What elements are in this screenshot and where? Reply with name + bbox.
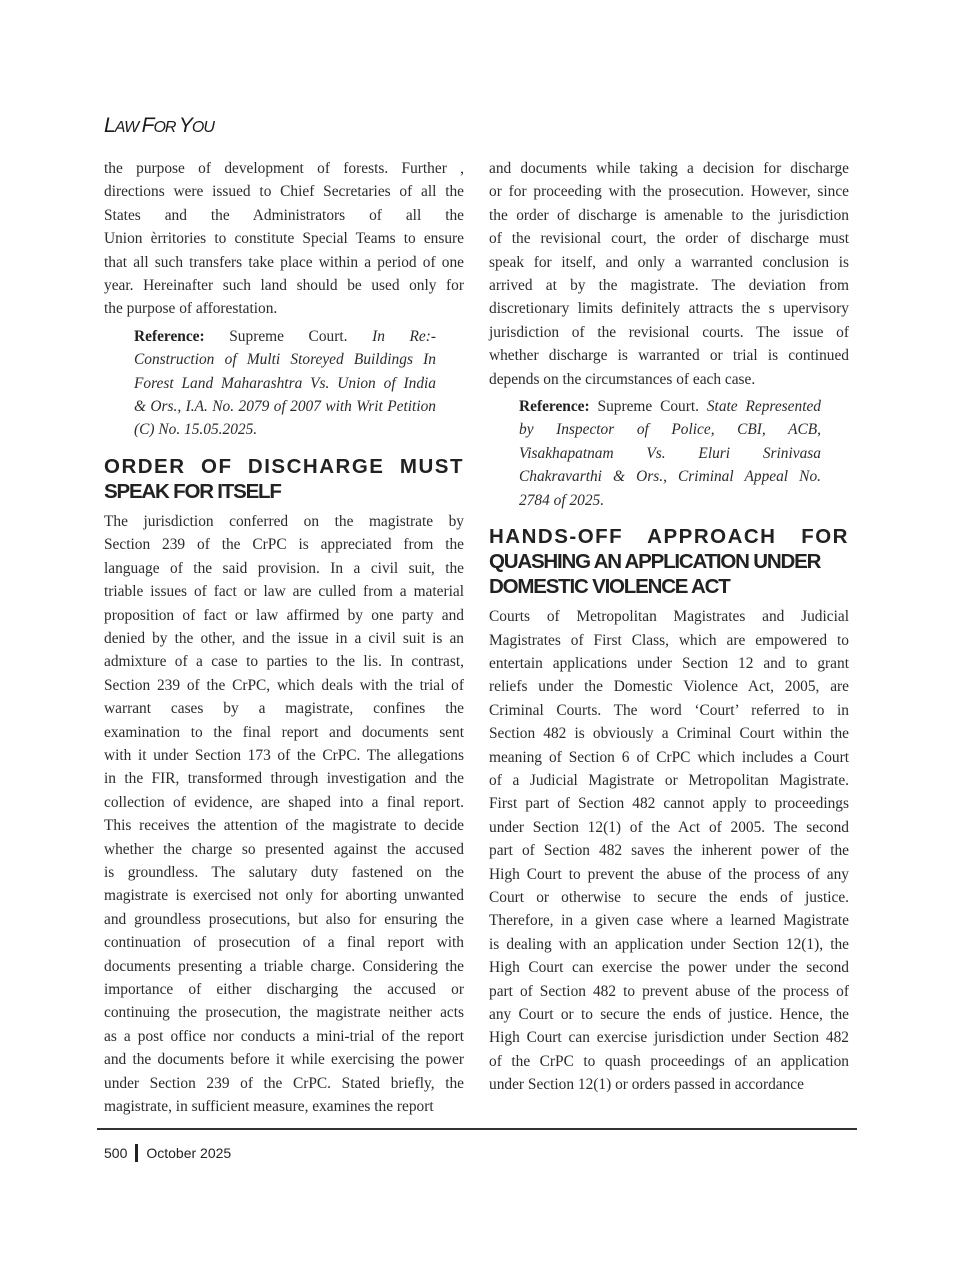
case-title: State Represented (706, 398, 821, 416)
masthead-letter: OR (153, 119, 176, 136)
text-line: or for proceeding with the prosecution. However, since (489, 183, 849, 201)
text-line: First part of Section 482 cannot apply to proceedings (489, 795, 849, 813)
text-line: ORDER OF DISCHARGE MUST (104, 454, 464, 478)
text-line: Therefore, in a given case where a learned Magistrate (489, 912, 849, 930)
text-line: continuing the prosecution, the magistrate neither acts (104, 1004, 464, 1022)
text-line: Section 239 of the CrPC, which deals with the trial of (104, 676, 464, 694)
footer-divider (97, 1128, 857, 1130)
text-line: of the revisional court, the order of discharge must (489, 230, 849, 248)
text-line: that all such transfers take place within a period of one (104, 253, 464, 271)
text-line: collection of evidence, are shaped into a final report. (104, 793, 464, 811)
text-line: documents presenting a triable charge. Considering the (104, 957, 464, 975)
court-name: Supreme Court. (589, 398, 707, 416)
right-column (489, 157, 849, 1097)
masthead-letter: Y (178, 114, 192, 137)
text-line: High Court to prevent the abuse of the process of any (489, 865, 849, 883)
reference-line (134, 325, 436, 348)
reference-block (134, 325, 436, 442)
case-title-line: & Ors., I.A. No. 2079 of 2007 with Writ Petition (134, 398, 436, 416)
text-line: speak for itself, and only a warranted conclusion is (489, 253, 849, 271)
text-line: under Section 12(1) of the Act of 2005. The second (489, 818, 849, 836)
text-line: magistrate is exercised not only for aborting unwanted (104, 887, 464, 905)
text-line: denied by the other, and the issue in a civil suit is an (104, 629, 464, 647)
case-title-line: Chakravarthi & Ors., Criminal Appeal No. (519, 468, 821, 486)
text-line: part of Section 482 to prevent abuse of the process of (489, 982, 849, 1000)
left-column (104, 157, 464, 1118)
text-line: whether discharge is warranted or trial is continued (489, 347, 849, 365)
text-line: depends on the circumstances of each case. (489, 370, 756, 388)
issue-date: October 2025 (146, 1145, 232, 1161)
text-line: States and the Administrators of all the (104, 206, 464, 224)
case-title-line: (C) No. 15.05.2025. (134, 421, 258, 439)
text-line: the purpose of development of forests. Further , (104, 160, 464, 177)
text-line: Court or otherwise to secure the ends of justice. (489, 888, 849, 906)
text-line: Section 482 is obviously a Criminal Court within the (489, 725, 849, 743)
text-line: warrant cases by a magistrate, confines the (104, 700, 464, 718)
case-title-line: 2784 of 2025. (519, 491, 605, 509)
reference-label: Reference: (134, 327, 205, 345)
text-line: language of the said provision. In a civil suit, the (104, 559, 464, 577)
footer-separator (135, 1144, 138, 1162)
text-line: triable issues of fact or law are culled from a material (104, 583, 464, 601)
masthead-title (104, 114, 214, 138)
masthead-letter: OU (191, 119, 214, 136)
court-name: Supreme Court. (204, 327, 373, 345)
case-title: In Re:- (372, 327, 436, 345)
text-line: with it under Section 173 of the CrPC. The allegations (104, 746, 464, 764)
text-line: the order of discharge is amenable to the jurisdiction (489, 206, 849, 224)
text-line: The jurisdiction conferred on the magistrate by (104, 512, 464, 530)
text-line: Union èrritories to constitute Special Teams to ensure (104, 230, 464, 248)
text-line: importance of either discharging the accused or (104, 981, 464, 998)
text-line: jurisdiction of the revisional courts. The issue of (489, 323, 849, 341)
text-line: of a Judicial Magistrate or Metropolitan Magistrate. (489, 771, 849, 789)
body-paragraph (489, 605, 849, 1097)
text-line: meaning of Section 6 of CrPC which includes a Court (489, 748, 849, 766)
text-line: magistrate, in sufficient measure, examines the report (104, 1098, 434, 1116)
case-title-line: Visakhapatnam Vs. Eluri Srinivasa (519, 444, 821, 462)
text-line: and the documents before it while exercising the power (104, 1051, 464, 1069)
text-line: Magistrates of First Class, which are empowered to (489, 631, 849, 649)
text-line: directions were issued to Chief Secretaries of all the (104, 183, 464, 201)
text-line: is dealing with an application under Section 12(1), the (489, 935, 849, 953)
reference-label: Reference: (519, 398, 590, 416)
text-line: any Court or to secure the ends of justice. Hence, the (489, 1006, 849, 1023)
text-line: Section 239 of the CrPC is appreciated from the (104, 536, 464, 554)
text-line: under Section 12(1) or orders passed in accordance (489, 1076, 804, 1094)
text-line: arrived at by the magistrate. The deviation from (489, 277, 849, 295)
section-heading-order-of-discharge (104, 454, 464, 504)
text-line: under Section 239 of the CrPC. Stated briefly, the (104, 1074, 464, 1092)
text-line: proposition of fact or law affirmed by one party and (104, 606, 464, 624)
reference-block (519, 395, 821, 512)
text-line: examination to the final report and documents sent (104, 723, 464, 741)
text-line: whether the charge so presented against the accused (104, 840, 464, 858)
masthead-letter: L (104, 114, 115, 137)
text-line: High Court can exercise the power under the second (489, 959, 849, 977)
text-line: in the FIR, transformed through investigation and the (104, 770, 464, 788)
reference-line (519, 395, 821, 418)
text-line: the purpose of afforestation. (104, 300, 278, 318)
case-title-line: Construction of Multi Storeyed Buildings In (134, 351, 436, 369)
text-line: year. Hereinafter such land should be used only for (104, 277, 464, 295)
case-title-line: by Inspector of Police, CBI, ACB, (519, 421, 821, 439)
text-line: and groundless prosecutions, but also for ensuring the (104, 910, 464, 928)
text-line: Criminal Courts. The word ‘Court’ referred to in (489, 701, 849, 719)
section-heading-hands-off-approach (489, 524, 849, 599)
text-line: is groundless. The salutary duty fastened on the (104, 863, 464, 881)
masthead-letter: F (141, 114, 154, 137)
text-line: discretionary limits definitely attracts the s upervisory (489, 300, 849, 318)
text-line: SPEAK FOR ITSELF (104, 479, 281, 503)
text-line: part of Section 482 saves the inherent power of the (489, 842, 849, 860)
masthead-letter: AW (114, 119, 139, 136)
text-line: as a post office nor conducts a mini-trial of the report (104, 1027, 464, 1045)
text-line: and documents while taking a decision for discharge (489, 160, 849, 177)
text-line: admixture of a case to parties to the lis. In contrast, (104, 653, 464, 671)
intro-paragraph (104, 157, 464, 321)
text-line: reliefs under the Domestic Violence Act, 2005, are (489, 678, 849, 696)
page-footer (104, 1144, 231, 1162)
text-line: Courts of Metropolitan Magistrates and Judicial (489, 608, 849, 626)
text-line: DOMESTIC VIOLENCE ACT (489, 575, 730, 599)
text-line: HANDS-OFF APPROACH FOR (489, 525, 849, 549)
text-line: entertain applications under Section 12 and to grant (489, 654, 849, 672)
text-line: High Court can exercise jurisdiction under Section 482 (489, 1029, 849, 1047)
intro-paragraph (489, 157, 849, 391)
text-line: of the CrPC to quash proceedings of an application (489, 1052, 849, 1070)
text-line: This receives the attention of the magistrate to decide (104, 817, 464, 835)
body-paragraph (104, 510, 464, 1119)
page-number: 500 (104, 1145, 128, 1161)
text-line: continuation of prosecution of a final report with (104, 934, 464, 952)
text-line: QUASHING AN APPLICATION UNDER (489, 550, 821, 574)
case-title-line: Forest Land Maharashtra Vs. Union of India (134, 374, 436, 392)
